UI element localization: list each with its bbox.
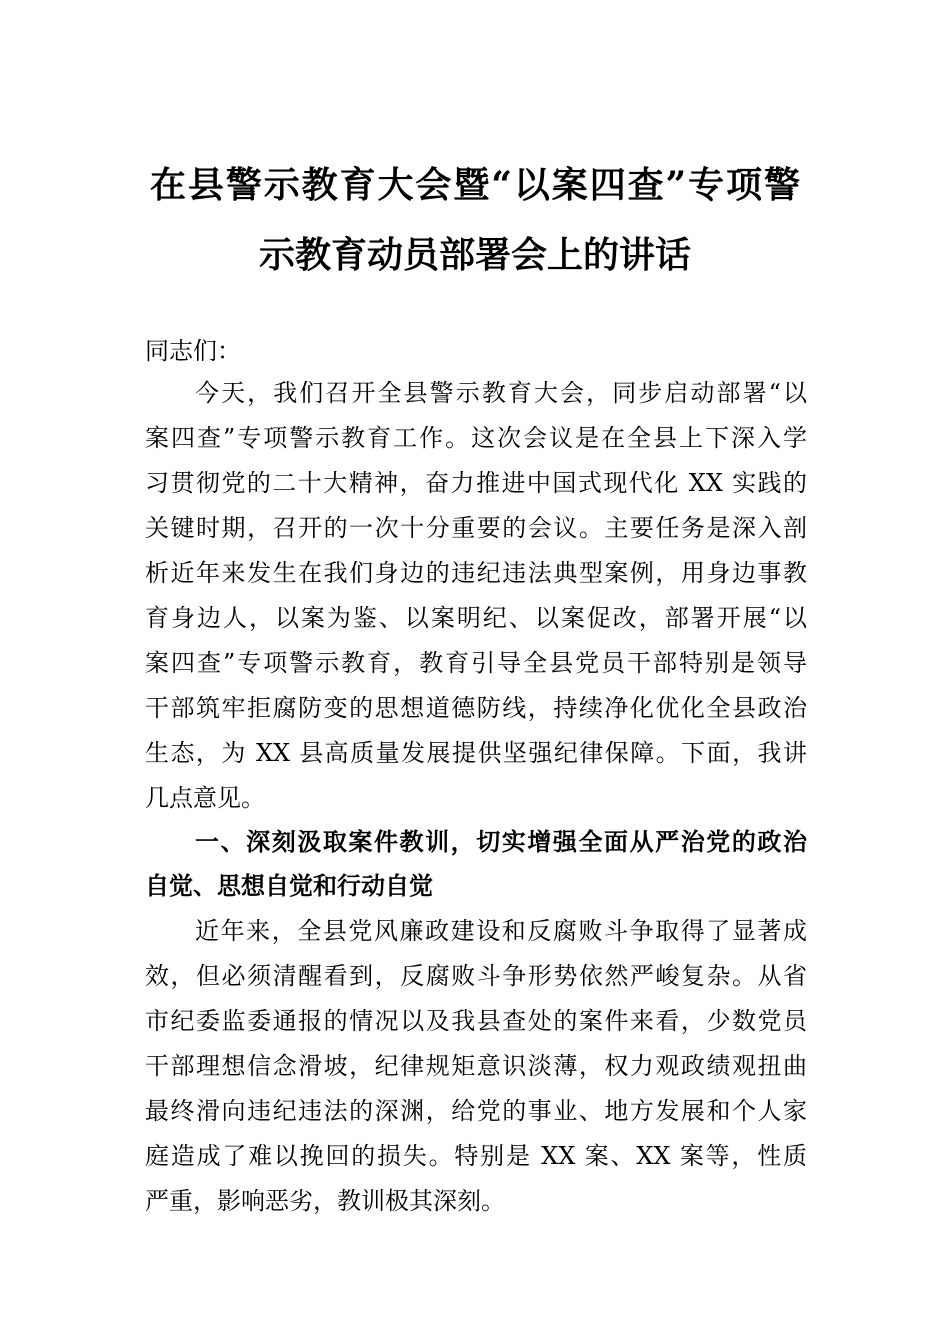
text-line: 庭造成了难以挽回的损失。特别是 XX 案、XX 案等，性质: [145, 1142, 807, 1170]
document-title-line-2: 示教育动员部署会上的讲话: [258, 234, 691, 276]
text-line: 习贯彻党的二十大精神，奋力推进中国式现代化 XX 实践的: [145, 469, 807, 497]
document-title-line-1: 在县警示教育大会暨“以案四查”专项警: [150, 164, 800, 206]
salutation: 同志们：: [145, 337, 241, 365]
text-line: 今天，我们召开全县警示教育大会，同步启动部署“以: [195, 379, 807, 407]
text-line: 干部筑牢拒腐防变的思想道德防线，持续净化优化全县政治: [145, 694, 807, 722]
text-line: 育身边人，以案为鉴、以案明纪、以案促改，部署开展“以: [145, 604, 807, 632]
text-line: 市纪委监委通报的情况以及我县查处的案件来看，少数党员: [145, 1007, 807, 1035]
heading-line: 自觉、思想自觉和行动自觉: [145, 872, 433, 900]
text-line: 严重，影响恶劣，教训极其深刻。: [145, 1187, 505, 1215]
text-line: 近年来，全县党风廉政建设和反腐败斗争取得了显著成: [195, 917, 807, 945]
text-line: 几点意见。: [145, 784, 265, 812]
text-line: 效，但必须清醒看到，反腐败斗争形势依然严峻复杂。从省: [145, 962, 807, 990]
text-line: 案四查”专项警示教育，教育引导全县党员干部特别是领导: [145, 649, 807, 677]
text-line: 干部理想信念滑坡，纪律规矩意识淡薄，权力观政绩观扭曲: [145, 1052, 807, 1080]
text-line: 关键时期，召开的一次十分重要的会议。主要任务是深入剖: [145, 514, 807, 542]
text-line: 生态，为 XX 县高质量发展提供坚强纪律保障。下面，我讲: [145, 739, 807, 767]
text-line: 最终滑向违纪违法的深渊，给党的事业、地方发展和个人家: [145, 1097, 807, 1125]
text-line: 析近年来发生在我们身边的违纪违法典型案例，用身边事教: [145, 559, 807, 587]
text-line: 案四查”专项警示教育工作。这次会议是在全县上下深入学: [145, 424, 807, 452]
heading-line: 一、深刻汲取案件教训，切实增强全面从严治党的政治: [195, 828, 807, 856]
